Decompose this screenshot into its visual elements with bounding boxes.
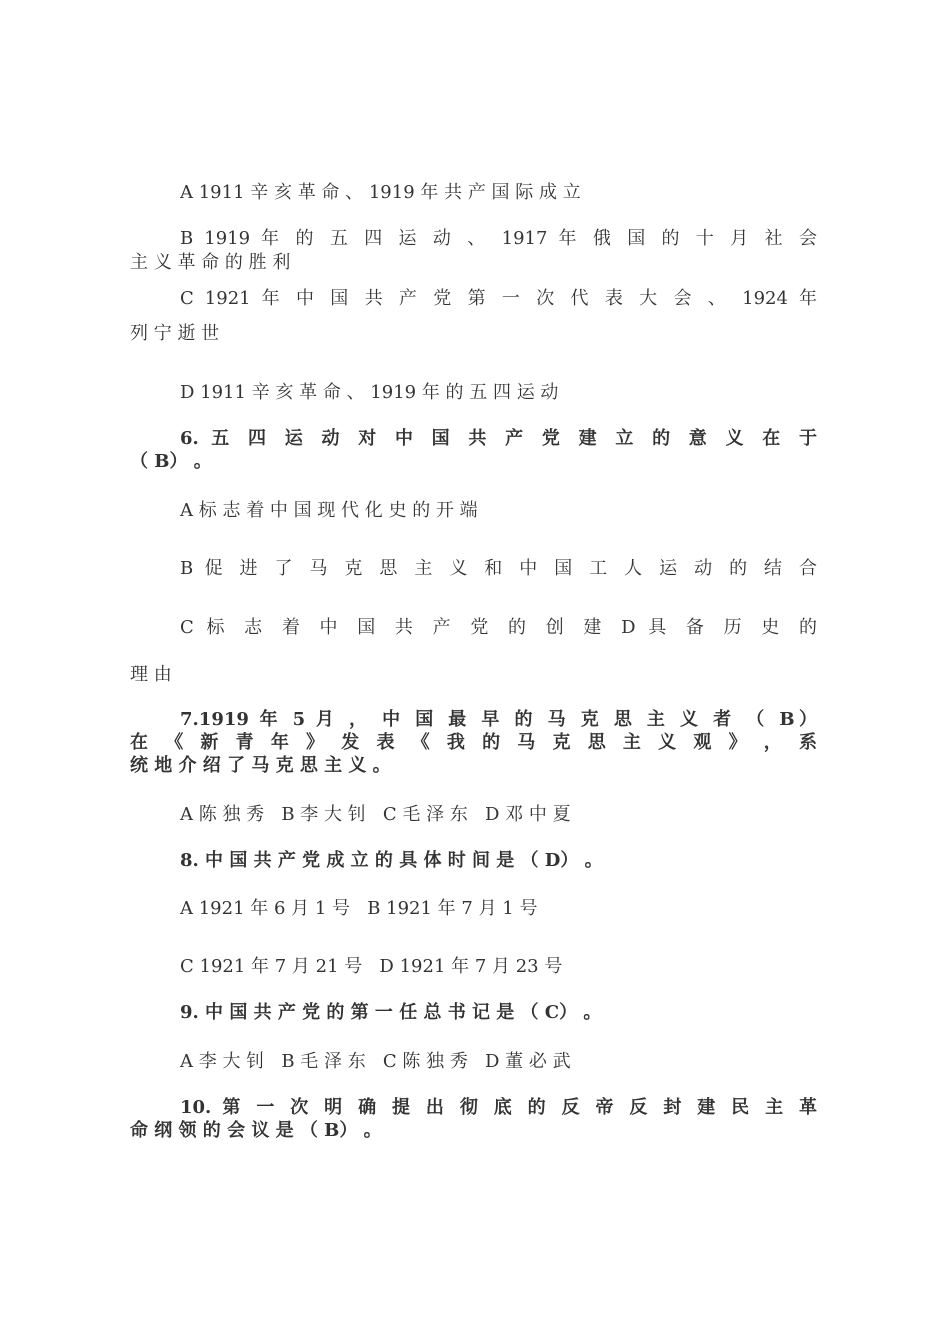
q6-option-a: A 标 志 着 中 国 现 代 化 史 的 开 端 bbox=[180, 500, 478, 521]
q5-option-b-line2: 主 义 革 命 的 胜 利 bbox=[130, 252, 291, 273]
q5-option-c-line2: 列 宁 逝 世 bbox=[130, 323, 220, 344]
q9-options: A 李 大 钊 B 毛 泽 东 C 陈 独 秀 D 董 必 武 bbox=[180, 1051, 571, 1072]
q8-options-ab: A 1921 年 6 月 1 号 B 1921 年 7 月 1 号 bbox=[180, 898, 538, 919]
q8-question: 8. 中 国 共 产 党 成 立 的 具 体 时 间 是 （ D） 。 bbox=[180, 850, 603, 871]
q6-option-b: B 促 进 了 马 克 思 主 义 和 中 国 工 人 运 动 的 结 合 bbox=[180, 558, 817, 579]
q5-option-c-line1: C 1921 年 中 国 共 产 党 第 一 次 代 表 大 会 、 1924 年 bbox=[180, 288, 817, 309]
q5-option-d: D 1911 辛 亥 革 命 、 1919 年 的 五 四 运 动 bbox=[180, 382, 559, 403]
q6-option-d-cont: 理 由 bbox=[130, 664, 172, 685]
q5-option-b-line1: B 1919 年 的 五 四 运 动 、 1917 年 俄 国 的 十 月 社 会 bbox=[180, 228, 817, 249]
q8-options-cd: C 1921 年 7 月 21 号 D 1921 年 7 月 23 号 bbox=[180, 956, 563, 977]
q10-question-line2: 命 纲 领 的 会 议 是 （ B） 。 bbox=[130, 1120, 382, 1141]
q5-option-a: A 1911 辛 亥 革 命 、 1919 年 共 产 国 际 成 立 bbox=[180, 182, 581, 203]
q10-question-line1: 10. 第 一 次 明 确 提 出 彻 底 的 反 帝 反 封 建 民 主 革 bbox=[180, 1097, 817, 1118]
q7-question-line3: 统 地 介 绍 了 马 克 思 主 义 。 bbox=[130, 755, 391, 776]
q6-option-c-d: C 标 志 着 中 国 共 产 党 的 创 建 D 具 备 历 史 的 bbox=[180, 617, 817, 638]
q6-question-line1: 6. 五 四 运 动 对 中 国 共 产 党 建 立 的 意 义 在 于 bbox=[180, 428, 817, 449]
q7-question-line1: 7.1919 年 5 月 ， 中 国 最 早 的 马 克 思 主 义 者 （ B） bbox=[180, 709, 817, 730]
q7-options: A 陈 独 秀 B 李 大 钊 C 毛 泽 东 D 邓 中 夏 bbox=[180, 804, 571, 825]
q6-question-line2: （ B） 。 bbox=[130, 451, 212, 472]
q9-question: 9. 中 国 共 产 党 的 第 一 任 总 书 记 是 （ C） 。 bbox=[180, 1002, 602, 1023]
q7-question-line2: 在 《 新 青 年 》 发 表 《 我 的 马 克 思 主 义 观 》 ， 系 bbox=[130, 732, 817, 753]
